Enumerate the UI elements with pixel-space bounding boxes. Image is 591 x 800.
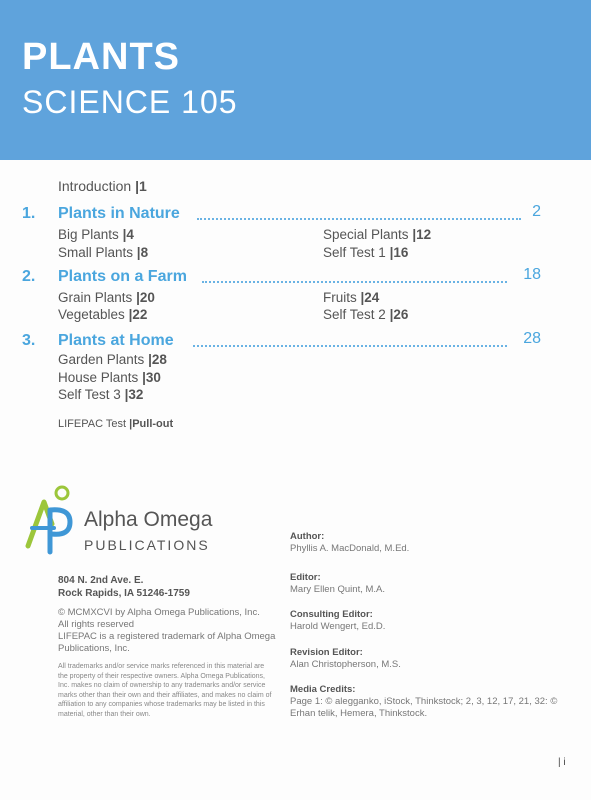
- address-line-2: Rock Rapids, IA 51246-1759: [58, 588, 190, 599]
- lesson-label: Big Plants: [58, 227, 119, 242]
- toc-introduction-label: Introduction: [58, 178, 132, 194]
- lesson-vegetables[interactable]: [58, 307, 147, 322]
- page-number: | i: [558, 757, 566, 768]
- lesson-label: Vegetables: [58, 307, 125, 322]
- copyright-notice: © MCMXCVI by Alpha Omega Publications, Inc. All rights reserved LIFEPAC is a registered trademark of Alpha Omega Publications, Inc.: [58, 607, 276, 654]
- publisher-name: Alpha Omega: [84, 508, 213, 531]
- toc-introduction-page: |1: [135, 178, 147, 194]
- credit-media: [290, 684, 570, 720]
- section-1-page: 2: [532, 203, 541, 220]
- lesson-page: |12: [412, 227, 432, 242]
- lesson-page: |26: [389, 307, 409, 322]
- lesson-self-test-3[interactable]: [58, 387, 143, 402]
- publisher-subname: PUBLICATIONS: [84, 537, 210, 553]
- lesson-special-plants[interactable]: [323, 227, 431, 242]
- page-subtitle: SCIENCE 105: [22, 84, 238, 120]
- credit-value: Harold Wengert, Ed.D.: [290, 621, 386, 632]
- lesson-label: Grain Plants: [58, 290, 133, 305]
- lifepac-test-page: |Pull-out: [129, 418, 174, 430]
- section-2-title[interactable]: Plants on a Farm: [58, 268, 187, 285]
- section-1-number: 1.: [22, 205, 36, 222]
- credit-value: Alan Christopherson, M.S.: [290, 659, 401, 670]
- credit-value: Phyllis A. MacDonald, M.Ed.: [290, 543, 410, 554]
- toc-introduction[interactable]: [58, 178, 147, 194]
- section-2-number: 2.: [22, 268, 36, 285]
- credit-label: Author:: [290, 531, 325, 542]
- lesson-label: Garden Plants: [58, 352, 145, 367]
- lesson-page: |16: [389, 245, 409, 260]
- lesson-self-test-1[interactable]: [323, 245, 408, 260]
- publisher-address: [58, 574, 190, 600]
- credit-author: [290, 531, 570, 555]
- lesson-label: House Plants: [58, 370, 139, 385]
- alpha-omega-logo-icon: [22, 484, 77, 556]
- lifepac-test-label: LIFEPAC Test: [58, 418, 127, 430]
- credit-value: Page 1: © alegganko, iStock, Thinkstock; 2, 3, 12, 17, 21, 32: © Erhan telik, Hemera, Thinkstock.: [290, 696, 558, 719]
- lesson-label: Self Test 2: [323, 307, 386, 322]
- section-2-page: 18: [523, 266, 541, 283]
- lesson-page: |30: [142, 370, 161, 385]
- lesson-garden-plants[interactable]: [58, 352, 167, 367]
- lesson-house-plants[interactable]: [58, 370, 161, 385]
- section-1-leader: [197, 218, 521, 220]
- lesson-label: Self Test 1: [323, 245, 386, 260]
- lesson-page: |8: [136, 245, 149, 260]
- lesson-fruits[interactable]: [323, 290, 379, 305]
- page-title: PLANTS: [22, 36, 180, 78]
- lesson-page: |4: [122, 227, 134, 242]
- lesson-label: Fruits: [323, 290, 357, 305]
- credit-label: Revision Editor:: [290, 647, 363, 658]
- credit-revision-editor: [290, 647, 570, 671]
- section-3-title[interactable]: Plants at Home: [58, 332, 174, 349]
- lesson-page: |24: [360, 290, 380, 305]
- lesson-big-plants[interactable]: [58, 227, 134, 242]
- lesson-label: Self Test 3: [58, 387, 121, 402]
- header-banner: [0, 0, 591, 160]
- credit-consulting-editor: [290, 609, 570, 633]
- section-1-title[interactable]: Plants in Nature: [58, 205, 180, 222]
- section-3-page: 28: [523, 330, 541, 347]
- credit-label: Consulting Editor:: [290, 609, 373, 620]
- lesson-page: |20: [136, 290, 155, 305]
- section-3-leader: [193, 345, 507, 347]
- lesson-page: |28: [148, 352, 167, 367]
- toc-lifepac-test[interactable]: [58, 418, 173, 430]
- credit-label: Editor:: [290, 572, 321, 583]
- section-2-leader: [202, 281, 507, 283]
- credit-value: Mary Ellen Quint, M.A.: [290, 584, 386, 595]
- lesson-page: |32: [124, 387, 144, 402]
- lesson-self-test-2[interactable]: [323, 307, 408, 322]
- section-3-number: 3.: [22, 332, 36, 349]
- credit-label: Media Credits:: [290, 684, 356, 695]
- trademark-notice: All trademarks and/or service marks referenced in this material are the property of their respective owners. Alpha Omega Publications, Inc. makes no claim of ownership to any trademarks and/or service marks other than their own and their affiliates, and makes no claim of affiliation to any companies whose trademarks may be listed in this material, other than their own.: [58, 663, 272, 718]
- lesson-grain-plants[interactable]: [58, 290, 155, 305]
- lesson-label: Special Plants: [323, 227, 409, 242]
- lesson-label: Small Plants: [58, 245, 134, 260]
- credit-editor: [290, 572, 570, 596]
- lesson-page: |22: [128, 307, 148, 322]
- lesson-small-plants[interactable]: [58, 245, 148, 260]
- address-line-1: 804 N. 2nd Ave. E.: [58, 575, 144, 586]
